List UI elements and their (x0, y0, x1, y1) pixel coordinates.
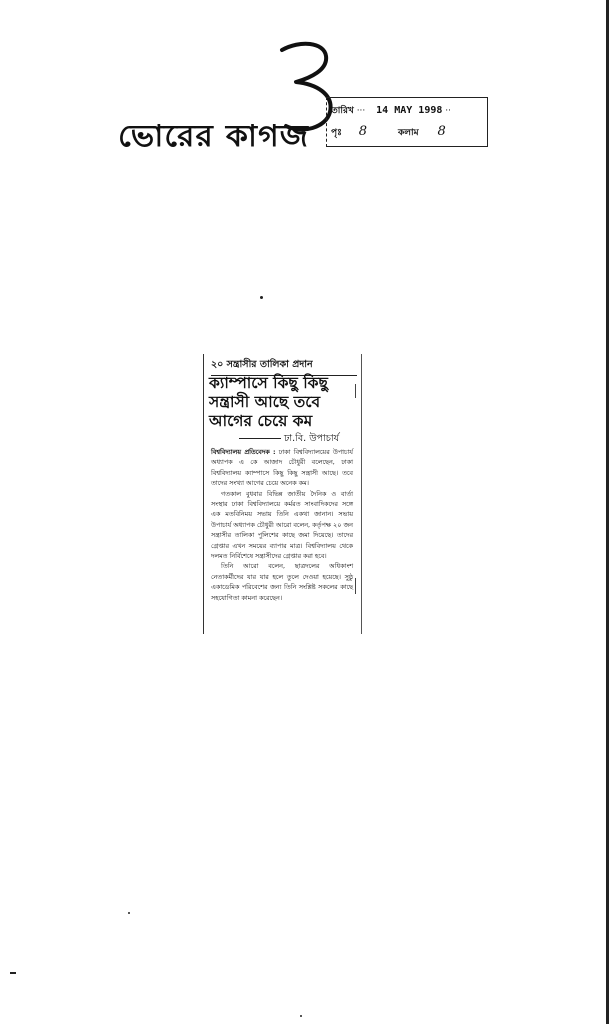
news-clipping (203, 354, 360, 634)
article-byline: ঢা.বি. উপাচার্য (239, 432, 357, 447)
date-stamp (326, 97, 488, 147)
stamp-page-row (331, 124, 446, 140)
page-label: পৃঃ (331, 128, 342, 138)
date-label: তারিখ (331, 106, 354, 116)
scan-speck (260, 296, 263, 299)
date-dots: ··· (356, 106, 366, 116)
scan-speck (128, 912, 130, 914)
stamp-date-row (331, 103, 451, 118)
article-headline: ক্যাম্পাসে কিছু কিছু সন্ত্রাসী আছে তবে আগের চেয়ে কম (209, 374, 328, 430)
date-value: 14 MAY 1998 (376, 105, 443, 116)
article-paragraph: তিনি আরো বলেন, ছাত্রদলের অধিকাংশ নেতাকর্মীদের যার যার হলে তুলে দেওয়া হয়েছে। সুষ্ঠু একাডেমিক পরিবেশের জন্য তিনি সংশ্লিষ্ট সকলের কাছে সহযোগিতা কামনা করেছেন। (211, 562, 353, 602)
article-paragraph (211, 447, 353, 489)
article-kicker: ২০ সন্ত্রাসীর তালিকা প্রদান (211, 358, 357, 376)
article-paragraph-text: ঢাকা বিশ্ববিদ্যালয়ের উপাচার্য অধ্যাপক এ কে আজাদ চৌধুরী বলেছেন, ঢাকা বিশ্ববিদ্যালয় ক্যাম্পাসে কিছু কিছু সন্ত্রাসী আছে। তবে তাদের সংখ্যা আগের চেয়ে অনেক কম। (211, 448, 353, 488)
date-trailing-dots: ·· (445, 106, 451, 116)
scan-speck (300, 1015, 302, 1017)
article-body (211, 447, 353, 603)
column-label: কলাম (397, 128, 419, 138)
scan-speck (10, 972, 16, 974)
column-value: 8 (437, 124, 446, 139)
page-value: 8 (358, 124, 368, 139)
newspaper-masthead: ভোরের কাগজ (118, 119, 310, 154)
article-paragraph: গতকাল বুধবার বিভিন্ন জাতীয় দৈনিক ও বার্তা সংস্থার ঢাকা বিশ্ববিদ্যালয়ে কর্মরত সাংবাদিকদের সঙ্গে এক মতবিনিময় সভায় তিনি একথা জানান। সভায় উপাচার্য অধ্যাপক চৌধুরী আরো বলেন, কর্তৃপক্ষ ২০ জন সন্ত্রাসীর তালিকা পুলিশের কাছে জমা দিয়েছে। তাদের গ্রেপ্তার এখন সময়ের ব্যাপার মাত্র। বিশ্ববিদ্যালয় থেকে দলমত নির্বিশেষে সন্ত্রাসীদের গ্রেপ্তার করা হবে। (211, 489, 353, 561)
article-dateline: বিশ্ববিদ্যালয় প্রতিবেদক : (211, 448, 276, 456)
cut-mark (355, 384, 356, 398)
cut-mark (355, 578, 356, 594)
